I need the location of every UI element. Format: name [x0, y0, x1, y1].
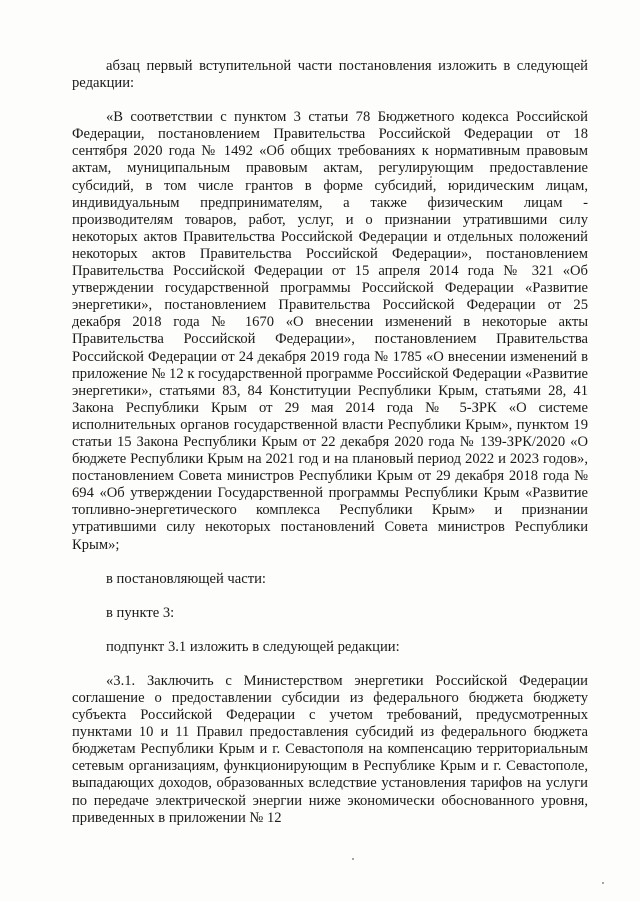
paragraph-operative-part: в постановляющей части:	[106, 570, 266, 587]
document-body	[72, 58, 588, 827]
paragraph-intro: абзац первый вступительной части постановления изложить в следующей редакции:	[72, 58, 588, 92]
scan-speck	[352, 858, 354, 860]
paragraph-subitem-3-1: «3.1. Заключить с Министерством энергетики Российской Федерации соглашение о предоставлении субсидии из федерального бюджета бюджету субъекта Российской Федерации с учетом требований, предусмотренных пунктами 10 и 11 Правил предоставления субсидий из федерального бюджета бюджетам Республики Крым и г. Севастополя на компенсацию территориальным сетевым организациям, функционирующим в Республике Крым и г. Севастополе, выпадающих доходов, образованных вследствие установления тарифов на услуги по передаче электрической энергии ниже экономически обоснованного уровня, приведенных в приложении № 12	[72, 672, 588, 826]
paragraph-preamble-quote: «В соответствии с пунктом 3 статьи 78 Бюджетного кодекса Российской Федерации, постановлением Правительства Российской Федерации от 18 сентября 2020 года № 1492 «Об общих требованиях к нормативным правовым актам, муниципальным правовым актам, регулирующим предоставление субсидий, в том числе грантов в форме субсидий, юридическим лицам, индивидуальным предпринимателям, а также физическим лицам - производителям товаров, работ, услуг, и о признании утратившими силу некоторых актов Правительства Российской Федерации и отдельных положений некоторых актов Правительства Российской Федерации», постановлением Правительства Российской Федерации от 15 апреля 2014 года № 321 «Об утверждении государственной программы Российской Федерации «Развитие энергетики», постановлением Правительства Российской Федерации от 25 декабря 2018 года № 1670 «О внесении изменений в некоторые акты Правительства Российской Федерации», постановлением Правительства Российской Федерации от 24 декабря 2019 года № 1785 «О внесении изменений в приложение № 12 к государственной программе Российской Федерации «Развитие энергетики», статьями 83, 84 Конституции Республики Крым, статьями 28, 41 Закона Республики Крым от 29 мая 2014 года № 5-ЗРК «О системе исполнительных органов государственной власти Республики Крым», пунктом 19 статьи 15 Закона Республики Крым от 22 декабря 2020 года № 139-ЗРК/2020 «О бюджете Республики Крым на 2021 год и на плановый период 2022 и 2023 годов», постановлением Совета министров Республики Крым от 29 декабря 2018 года № 694 «Об утверждении Государственной программы Республики Крым «Развитие топливно-энергетического комплекса Республики Крым» и признании утратившими силу некоторых постановлений Совета министров Республики Крым»;	[72, 109, 588, 553]
paragraph-item-3: в пункте 3:	[106, 604, 175, 621]
paragraph-subitem-instruction: подпункт 3.1 изложить в следующей редакции:	[106, 638, 400, 655]
scan-speck	[430, 176, 432, 178]
scan-speck	[602, 882, 604, 884]
